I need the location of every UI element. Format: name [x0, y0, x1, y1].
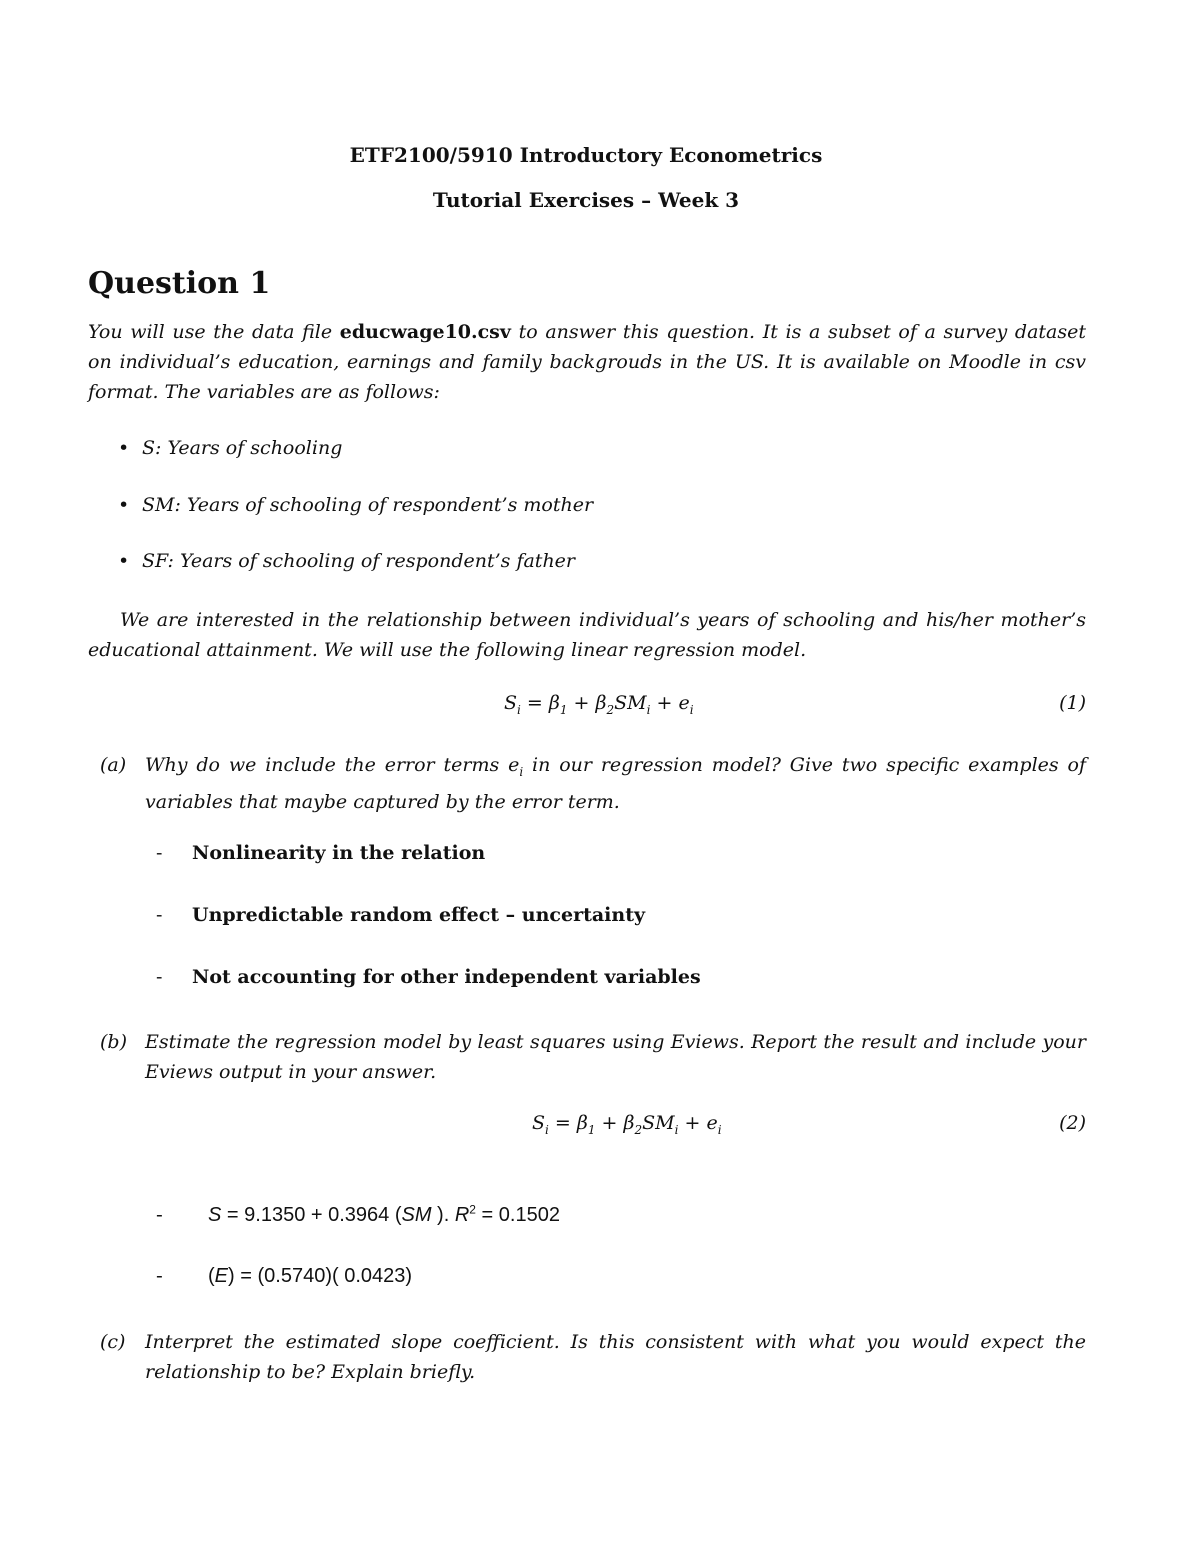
answer-item: - Nonlinearity in the relation — [156, 842, 486, 864]
standard-errors: - (E) = (0.5740)( 0.0423) — [156, 1263, 413, 1287]
answer-item: - Not accounting for other independent variables — [156, 966, 701, 988]
answer-item: - Unpredictable random effect – uncertainty — [156, 904, 646, 926]
context-paragraph: We are interested in the relationship between individual’s years of schooling and his/her mother’s educational attainment. We will use the following linear regression model. — [88, 609, 1086, 661]
variable-item: • SM: Years of schooling of respondent’s mother — [118, 494, 594, 516]
part-c-question: (c) Interpret the estimated slope coefficient. Is this consistent with what you would expect the relationship to be? Explain briefly. — [100, 1327, 1086, 1387]
question-heading: Question 1 — [88, 266, 271, 301]
part-b-question: (b) Estimate the regression model by least squares using Eviews. Report the result and include your Eviews output in your answer. — [100, 1027, 1086, 1087]
variable-item: • S: Years of schooling — [118, 437, 343, 459]
equation-2-number: (2) — [1059, 1112, 1086, 1134]
variable-item: • SF: Years of schooling of respondent’s father — [118, 550, 576, 572]
part-a-question: (a) Why do we include the error terms $e_i$ in our regression model? Give two specific examples of variables that maybe captured by the error term. — [100, 750, 1086, 817]
equation-1-number: (1) — [1059, 692, 1086, 714]
part-b-label: (b) — [100, 1031, 127, 1053]
bullet-icon: • — [118, 550, 130, 572]
bullet-icon: • — [118, 494, 130, 516]
part-c-label: (c) — [100, 1331, 126, 1353]
part-a-label: (a) — [100, 754, 127, 776]
data-file-name: educwage10.csv — [339, 321, 511, 343]
bullet-icon: • — [118, 437, 130, 459]
question-intro: You will use the data file educwage10.csv to answer this question. It is a subset of a survey dataset on individual’s education, earnings and family backgrouds in the US. It is available on Moodle in csv format. The variables are as follows: — [88, 321, 1086, 403]
document-title: ETF2100/5910 Introductory Econometrics — [349, 143, 823, 167]
estimated-equation: - S = 9.1350 + 0.3964 (SM ). $R^2 = 0.1502$ — [156, 1202, 560, 1226]
document-subtitle: Tutorial Exercises – Week 3 — [432, 188, 740, 212]
equation-1: $S_i = \beta_1 + \beta_2SM_i + e_i$ — [504, 692, 694, 717]
equation-2: $S_i = \beta_1 + \beta_2SM_i + e_i$ — [532, 1112, 722, 1137]
